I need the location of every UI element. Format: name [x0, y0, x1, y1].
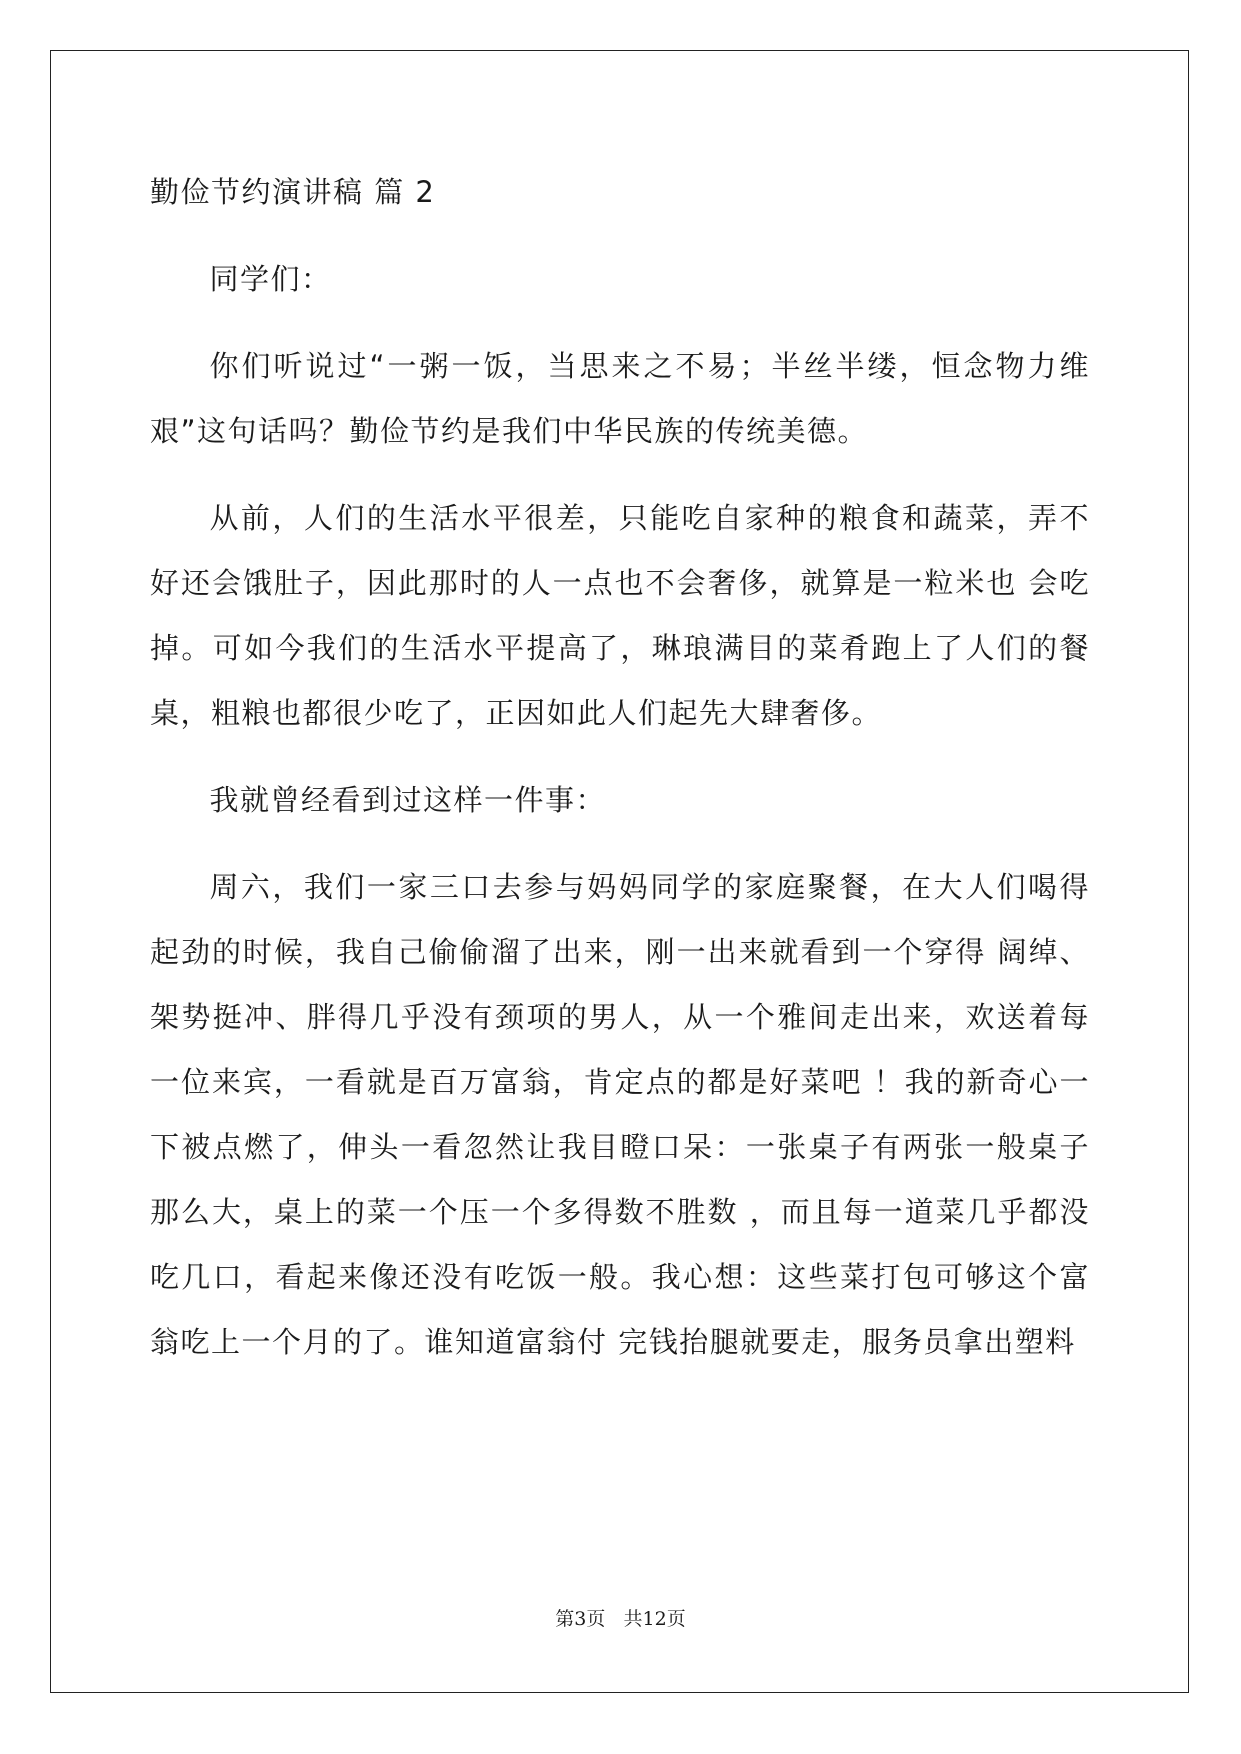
- page-number: 第3页: [555, 1608, 606, 1630]
- document-body: [150, 160, 1090, 1397]
- paragraph-intro-story: 我就曾经看到过这样一件事：: [209, 783, 606, 817]
- paragraph-past-and-present: 从前，人们的生活水平很差，只能吃自家种的粮食和蔬菜，弄不好还会饿肚子，因此那时的人一点也不会奢侈，就算是一粒米也 会吃掉。可如今我们的生活水平提高了，琳琅满目的菜肴跑上了人们的餐桌，粗粮也都很少吃了，正因如此人们起先大肆奢侈。: [150, 501, 1090, 730]
- paragraph-proverb: 你们听说过“一粥一饭，当思来之不易；半丝半缕，恒念物力维艰”这句话吗？勤俭节约是我们中华民族的传统美德。: [150, 349, 1090, 448]
- page-footer: [0, 1604, 1241, 1631]
- paragraph-greeting: 同学们：: [209, 262, 332, 296]
- footer-separator: [605, 1608, 623, 1630]
- paragraph-story: 周六，我们一家三口去参与妈妈同学的家庭聚餐，在大人们喝得起劲的时候，我自己偷偷溜了出来，刚一出来就看到一个穿得 阔绰、架势挺冲、胖得几乎没有颈项的男人，从一个雅间走出来，欢送着每一位来宾，一看就是百万富翁，肯定点的都是好菜吧 ！我的新奇心一下被点燃了，伸头一看忽然让我目瞪口呆：一张桌子有两张一般桌子那么大，桌上的菜一个压一个多得数不胜数 ，而且每一道菜几乎都没吃几口，看起来像还没有吃饭一般。我心想：这些菜打包可够这个富翁吃上一个月的了。谁知道富翁付 完钱抬腿就要走，服务员拿出塑料: [150, 870, 1090, 1359]
- document-title: 勤俭节约演讲稿 篇 2: [150, 175, 436, 209]
- page-total: 共12页: [623, 1608, 686, 1630]
